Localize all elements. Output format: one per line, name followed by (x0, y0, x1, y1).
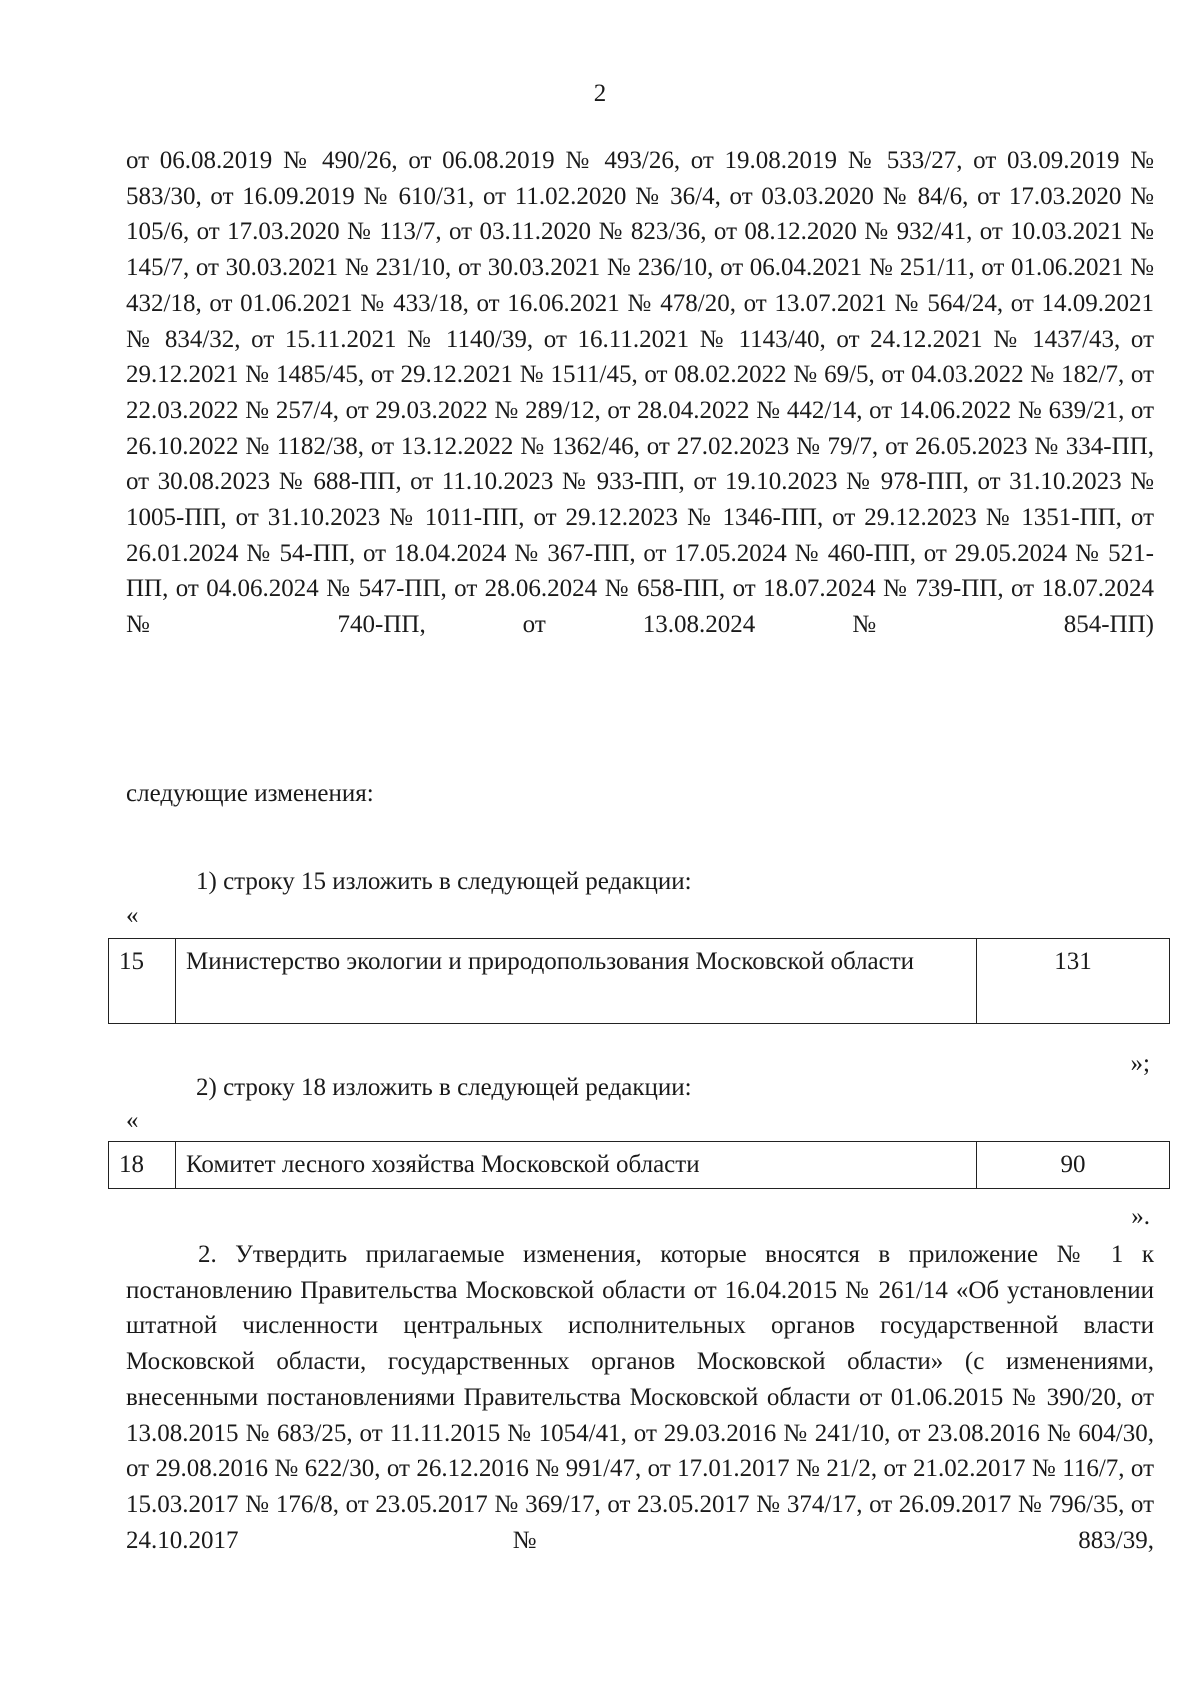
quote-open-1: « (126, 902, 139, 929)
paragraph-amendments-list: от 06.08.2019 № 490/26, от 06.08.2019 № 493/26, от 19.08.2019 № 533/27, от 03.09.2019 № 583/30, от 16.09.2019 № 610/31, от 11.02.2020 № 36/4, от 03.03.2020 № 84/6, от 17.03.2020 № 105/6, от 17.03.2020 № 113/7, от 03.11.2020 № 823/36, от 08.12.2020 № 932/41, от 10.03.2021 № 145/7, от 30.03.2021 № 231/10, от 30.03.2021 № 236/10, от 06.04.2021 № 251/11, от 01.06.2021 № 432/18, от 01.06.2021 № 433/18, от 16.06.2021 № 478/20, от 13.07.2021 № 564/24, от 14.09.2021 № 834/32, от 15.11.2021 № 1140/39, от 16.11.2021 № 1143/40, от 24.12.2021 № 1437/43, от 29.12.2021 № 1485/45, от 29.12.2021 № 1511/45, от 08.02.2022 № 69/5, от 04.03.2022 № 182/7, от 22.03.2022 № 257/4, от 29.03.2022 № 289/12, от 28.04.2022 № 442/14, от 14.06.2022 № 639/21, от 26.10.2022 № 1182/38, от 13.12.2022 № 1362/46, от 27.02.2023 № 79/7, от 26.05.2023 № 334-ПП, от 30.08.2023 № 688-ПП, от 11.10.2023 № 933-ПП, от 19.10.2023 № 978-ПП, от 31.10.2023 № 1005-ПП, от 31.10.2023 № 1011-ПП, от 29.12.2023 № 1346-ПП, от 29.12.2023 № 1351-ПП, от 26.01.2024 № 54-ПП, от 18.04.2024 № 367-ПП, от 17.05.2024 № 460-ПП, от 29.05.2024 № 521-ПП, от 04.06.2024 № 547-ПП, от 28.06.2024 № 658-ПП, от 18.07.2024 № 739-ПП, от 18.07.2024 № 740-ПП, от 13.08.2024 № 854-ПП) (126, 147, 1154, 639)
paragraph-item-2 (126, 1237, 1154, 1558)
table-row (109, 939, 1170, 1024)
table-row (109, 1142, 1170, 1189)
quote-close-1: »; (1130, 1050, 1150, 1077)
row-name-cell: Министерство экологии и природопользования Московской области (176, 939, 977, 1024)
page-number: 2 (593, 80, 607, 107)
instruction-row-15: 1) строку 15 изложить в следующей редакции: (196, 868, 692, 895)
paragraph-amendments-tail: следующие изменения: (126, 780, 374, 807)
row-value-cell: 90 (977, 1142, 1170, 1189)
row-number-cell: 18 (109, 1142, 176, 1189)
table-row-15 (108, 938, 1170, 1024)
instruction-row-18: 2) строку 18 изложить в следующей редакции: (196, 1074, 692, 1101)
paragraph-item-2-text: 2. Утвердить прилагаемые изменения, которые вносятся в приложение № 1 к постановлению Правительства Московской области от 16.04.2015 № 261/14 «Об установлении штатной численности центральных исполнительных органов государственной власти Московской области, государственных органов Московской области» (с изменениями, внесенными постановлениями Правительства Московской области от 01.06.2015 № 390/20, от 13.08.2015 № 683/25, от 11.11.2015 № 1054/41, от 29.03.2016 № 241/10, от 23.08.2016 № 604/30, от 29.08.2016 № 622/30, от 26.12.2016 № 991/47, от 17.01.2017 № 21/2, от 21.02.2017 № 116/7, от 15.03.2017 № 176/8, от 23.05.2017 № 369/17, от 23.05.2017 № 374/17, от 26.09.2017 № 796/35, от 24.10.2017 № 883/39, (126, 1241, 1154, 1554)
table-row-18 (108, 1141, 1170, 1189)
row-number-cell: 15 (109, 939, 176, 1024)
quote-open-2: « (126, 1107, 139, 1134)
quote-close-2: ». (1131, 1203, 1150, 1230)
row-value-cell: 131 (977, 939, 1170, 1024)
row-name-cell: Комитет лесного хозяйства Московской области (176, 1142, 977, 1189)
